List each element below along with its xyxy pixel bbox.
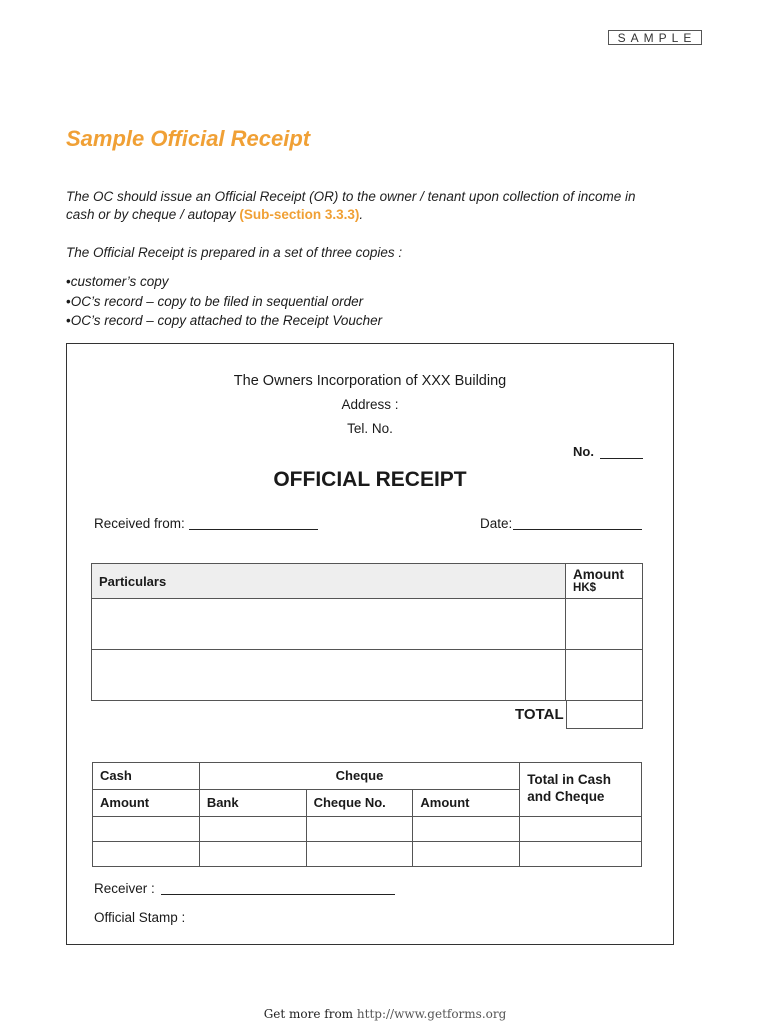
- table-row: [92, 599, 643, 650]
- particulars-cell[interactable]: [92, 650, 566, 701]
- intro-line-1: The OC should issue an Official Receipt (OR) to the owner / tenant upon collection of income in: [66, 189, 636, 204]
- amount-unit: HK$: [573, 582, 597, 594]
- date-label: Date:: [480, 516, 513, 531]
- total-cash-cheque-header: Total in Cash and Cheque: [520, 763, 642, 817]
- receipt-number-field[interactable]: [600, 458, 643, 459]
- table-row: [92, 650, 643, 701]
- payment-table: [92, 762, 642, 867]
- copies-intro: The Official Receipt is prepared in a set of three copies :: [66, 245, 403, 260]
- address-label: Address :: [341, 397, 399, 412]
- table-cell[interactable]: [93, 817, 200, 842]
- cash-header: Cash: [93, 763, 200, 790]
- table-cell[interactable]: [413, 842, 520, 867]
- footer-text: Get more from: [263, 1007, 357, 1021]
- table-row: [92, 564, 643, 599]
- table-cell[interactable]: [520, 842, 642, 867]
- amount-cell[interactable]: [566, 650, 643, 701]
- receiver-label: Receiver :: [94, 881, 155, 896]
- table-row: [93, 842, 642, 867]
- particulars-cell[interactable]: [92, 599, 566, 650]
- copies-list: [66, 272, 382, 331]
- list-item: • OC’s record – copy to be filed in sequential order: [66, 292, 382, 312]
- date-field[interactable]: [513, 529, 642, 530]
- total-amount-cell[interactable]: [566, 701, 643, 729]
- receiver-field[interactable]: [161, 894, 395, 895]
- table-cell[interactable]: [199, 842, 306, 867]
- table-cell[interactable]: [306, 817, 413, 842]
- table-cell[interactable]: [93, 842, 200, 867]
- received-from-label: Received from:: [94, 516, 185, 531]
- bank-header: Bank: [199, 790, 306, 817]
- receipt-heading: OFFICIAL RECEIPT: [273, 468, 467, 491]
- received-from-field[interactable]: [189, 529, 318, 530]
- footer: [0, 1007, 770, 1021]
- table-cell[interactable]: [306, 842, 413, 867]
- table-row: [93, 763, 642, 790]
- footer-link[interactable]: http://www.getforms.org: [356, 1007, 507, 1021]
- receipt-number-label: No.: [573, 444, 594, 459]
- intro-line-2: [66, 206, 636, 224]
- sample-badge: SAMPLE: [608, 30, 702, 45]
- particulars-table: [91, 563, 643, 701]
- particulars-header: Particulars: [92, 564, 566, 599]
- cheque-amount-header: Amount: [413, 790, 520, 817]
- table-cell[interactable]: [413, 817, 520, 842]
- amount-header: [566, 564, 643, 599]
- intro-line-2-text: cash or by cheque / autopay: [66, 207, 240, 222]
- intro-line-2-end: .: [359, 207, 364, 222]
- intro-paragraph: [66, 188, 636, 224]
- org-name: The Owners Incorporation of XXX Building: [233, 373, 507, 389]
- table-cell[interactable]: [199, 817, 306, 842]
- cash-amount-header: Amount: [93, 790, 200, 817]
- cheque-no-header: Cheque No.: [306, 790, 413, 817]
- amount-header-label: Amount: [573, 567, 625, 582]
- official-stamp-label: Official Stamp :: [94, 910, 186, 925]
- page-title: Sample Official Receipt: [66, 126, 311, 151]
- subsection-link[interactable]: (Sub-section 3.3.3): [239, 207, 360, 222]
- total-label: TOTAL: [515, 706, 564, 723]
- list-item: • customer’s copy: [66, 272, 382, 292]
- amount-cell[interactable]: [566, 599, 643, 650]
- list-item: • OC’s record – copy attached to the Receipt Voucher: [66, 311, 382, 331]
- tel-label: Tel. No.: [347, 421, 393, 436]
- cheque-header: Cheque: [199, 763, 519, 790]
- table-cell[interactable]: [520, 817, 642, 842]
- table-row: [93, 817, 642, 842]
